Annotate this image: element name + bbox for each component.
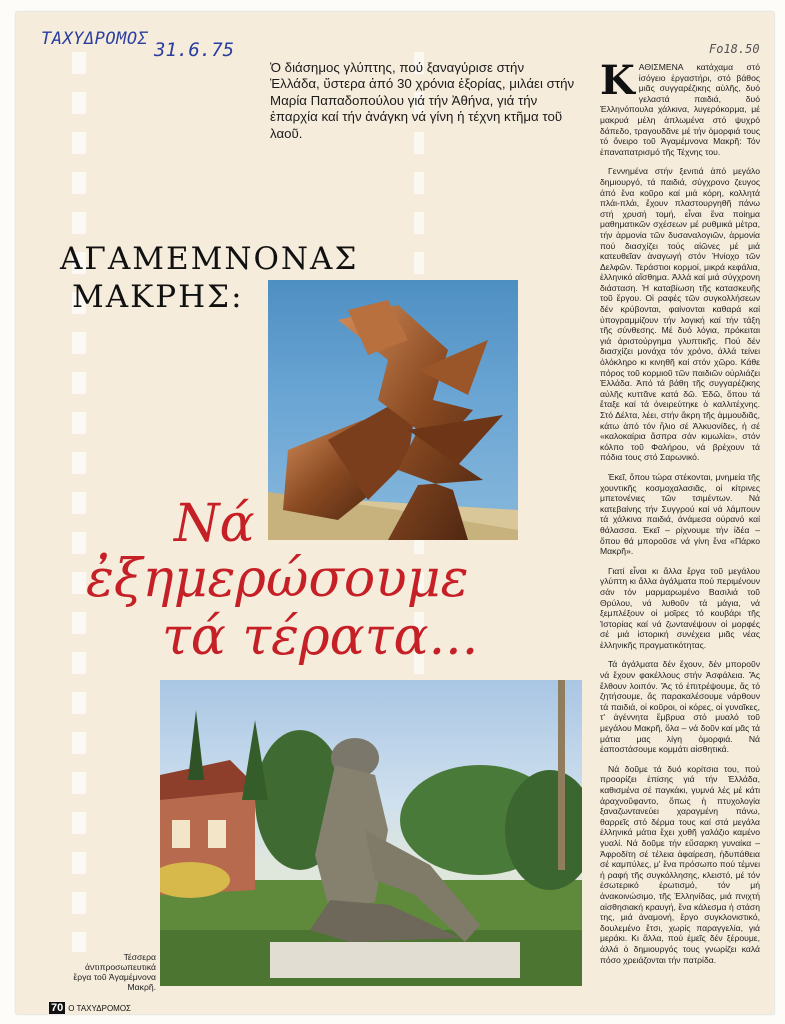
artist-name-line2: ΜΑΚΡΗΣ:	[72, 279, 244, 315]
headline-line2: ἐξημερώσουμε	[86, 549, 469, 609]
page-footer	[49, 1002, 131, 1014]
seated-figure-image	[160, 680, 582, 986]
body-paragraph-1	[600, 57, 760, 157]
drop-cap: Κ	[600, 57, 635, 104]
body-paragraph-6: Νά δοῦμε τά δυό κορίτσια του, πού προορίζει ἐπίσης γιά τήν Ἑλλάδα, καθισμένα σέ παγκάκι, γυμνά λές μέ κάτι ἀραχνοΰφαντο, ὅπως ἡ πτυχολογία ξαναζωντανεύει χαραγμένη πάνω, θαρρεῖς στό δέρμα τους καί στά μεγάλα ἑλληνικά μάτια ἔχει χυθῆ γαλάζιο καμένο γυαλί. Νά δοῦμε τήν εὔσαρκη γυναίκα – Ἀφροδίτη σέ τέλεια ἀφαίρεση, ἡδυπάθεια σέ καμπύλες, μ' ἕνα πρόσωπο πού τέμνει ἡ ραφή τῆς συγκόλλησης, κλειστό, μέ τόν ἐσωτερικό ἐρωτισμό, τόν μή ἀνακοινώσιμο, τῆς Ἑλληνίδας, μιά πνιχτή αἰσθησιακή κραυγή, ἕνα κάλεσμα ἡ στάση της, μιά ἀναμονή, ἔργο συγκλονιστικό, δουλεμένο ἔτσι, χωρίς παραγγελία, γιά μεράκι. Κι ἄλλα, πού ἐμεῖς δέν ξέρουμε, ἀλλά ὁ δημιουργός τους γνωρίζει καλά πόσο χρειάζονται τήν πατρίδα.	[600, 763, 760, 965]
article-body-column	[600, 57, 760, 974]
handwritten-date: 31.6.75	[154, 39, 235, 61]
page-number: 70	[51, 1002, 64, 1014]
body-paragraph-5: Τά ἀγάλματα δέν ἔχουν, δέν μποροῦν νά ἔχουν φακέλλους στήν Ἀσφάλεια. Ἄς ἔλθουν λοιπόν. Ἄς τό ἐπιτρέψουμε, ἄς τό ζητήσουμε, ἄς παρακαλέσουμε νάρθουν τά παιδιά, οἱ κοῦροι, οἱ κόρες, οἱ γυναῖκες, τ' ἀγέννητα ἔμβρυα στό μυαλό τοῦ μεγάλου Μακρῆ, ὅλα – νά δοῦν καί μᾶς τά μάτια μας λίγη ὀμορφιά. Νά ἐαποστάσουμε κομμάτι αἰσθητικά.	[600, 659, 760, 755]
sculpture-photo-abstract	[268, 280, 518, 540]
handwritten-source: ΤΑΧΥΔΡΟΜΟΣ	[41, 29, 149, 49]
body-paragraph-3: Ἐκεῖ, ὅπου τώρα στέκονται, μνημεία τῆς χουντικῆς κοσμοχαλασιᾶς, οἱ κίτρινες μπετονένιες τῶν τσιμέντων. Νά κατεβαίνης τήν Συγγρού καί νά λάμπουν τά χάλκινα παιδιά, ἀνάμεσα οὐρανό καί θάλασσα. Ἐκεῖ – ρίχνουμε τήν ἰδέα – ὅπου θά μποροῦσε νά γίνη ἕνα «Πάρκο Μακρῆ».	[600, 471, 760, 557]
abstract-sculpture-image	[268, 280, 518, 540]
magazine-page	[16, 12, 774, 1014]
handwritten-ref: Fo18.50	[709, 42, 760, 56]
headline-line3: τά τέρατα...	[162, 607, 479, 667]
artist-name-line1: ΑΓΑΜΕΜΝΟΝΑΣ	[60, 241, 359, 277]
body-paragraph-4: Γιατί εἶναι κι ἄλλα ἔργα τοῦ μεγάλου γλύπτη κι ἄλλα ἀγάλματα πού περιμένουν σάν τόν μαρμαρωμένο Βασιλιά τοῦ Θρύλου, νά λυθοῦν τά μάγια, νά ξεμπλέξουν οἱ μοῖρες τό κουβάρι τῆς Ἱστορίας καί νά ζωντανέψουν οἱ μορφές σέ μιά ἱστορική συνέχεια μιᾶς νέας ἑλληνικῆς πραγματικότητας.	[600, 565, 760, 650]
sculpture-photo-seated-figure	[160, 680, 582, 986]
magazine-name: Ο ΤΑΧΥΔΡΟΜΟΣ	[68, 1004, 131, 1013]
bleed-through-strip	[72, 52, 86, 952]
intro-standfirst: Ὁ διάσημος γλύπτης, πού ξαναγύρισε στήν Ἑλλάδα, ὕστερα ἀπό 30 χρόνια ἐξορίας, μιλάει στήν Μαρία Παπαδοπούλου γιά τήν Ἀθήνα, γιά τήν ἐπαρχία καί τήν ἀνάγκη νά γίνη ἡ τέχνη κτῆμα τοῦ λαοῦ.	[270, 60, 575, 141]
paragraph-text: ΑΘΙΣΜΕΝΑ κατάχαμα στό ἰσόγειο ἐργαστήρι, στό βάθος μιᾶς συγγαρέζικης αὐλῆς, δυό γελαστά παιδιά, δυό Ἑλληνόπουλα χάλκινα, λυγερόκορμα, μέ μακρυά μέλη ἁπλωμένα στό ψυχρό δάπεδο, τραγουδᾶνε μέ τήν ὀμορφιά τους τό ὄνειρο τοῦ Ἀγαμέμνονα Μακρῆ: Τόν ἐπαναπατρισμό τῆς Τέχνης του.	[600, 62, 760, 157]
photo-caption: Τέσσερα ἀντιπροσωπευτικά ἔργα τοῦ Ἀγαμέμνονα Μακρῆ.	[73, 952, 156, 992]
body-paragraph-2: Γεννημένα στήν ξενιτιά ἀπό μεγάλο δημιουργό, τά παιδιά, σύγχρονο ζευγος ἀπό ἕνα κοῦρο καί μιά κόρη, κολλητά πλάι-πλάι, ἔχουν πλαστουργηθῆ πάνω στή χρυσή τομή, εἶναι ἕνα ποίημα μαθηματικῶν σχέσεων μέ ρυθμικά μέτρα, τήν ἁρμονία τῶν δυσαναλογιῶν, ἁρμονία πού διασχίζει τούς αἰῶνες μέ μιά κατευθεῖαν ἀναγωγή στόν Ἡνίοχο τῶν Δελφῶν. Τεράστιοι κορμοί, μικρά κεφάλια, ἑλληνικό αἴσθημα. Ἀλλά καί μιά σύγχρονη διάσταση. Ἡ καταβίωση τῆς κατασκευῆς τοῦ ἔργου. Οἱ ραφές τῶν συγκολλήσεων δέν κρύβονται, φαίνονται καθαρά καί ὑπογραμμίζουν τήν λογική καί τήν τάξη τῆς σύνθεσης. Μέ δυό λόγια, πρόκειται γιά ἀριστούργημα γλυπτικῆς. Πού δέν διασχίζει μονάχα τόν χρόνο, ἀλλά τείνει ὁλόκληρο κι κινηθῆ καί στόν χῶρο. Κάθε πόρος τοῦ κορμιοῦ τῶν παιδιῶν οὐρλιάζει Ἑλλάδα. Ἀπό τά βάθη τῆς συγγαρέζικης αὐλῆς κυττᾶνε κατά δῶ. Ἐδῶ, ὅπου τά ἔταξε καί τά ὀνειρεύτηκε ὁ καλλιτέχνης. Στό Δέλτα, λέει, στήν ἄκρη τῆς ἀμμουδιᾶς, κάτω ἀπό τόν ἥλιο σέ Ἀλκυονίδες, ἡ σέ «καλοκαίρια ἄσπρα σάν κιμωλία», στόν κόλπο τοῦ Φαλήρου, νά βρέχουν τά πόδια τους στό Σαρωνικό.	[600, 166, 760, 463]
headline-line1: Νά	[174, 494, 255, 554]
